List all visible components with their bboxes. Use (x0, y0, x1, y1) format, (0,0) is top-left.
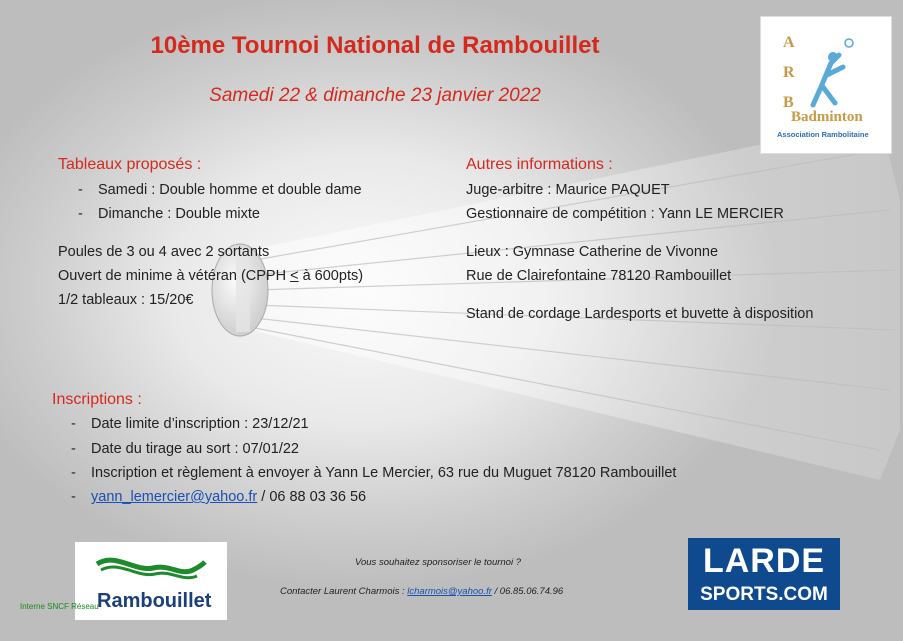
list-item: - Date du tirage au sort : 07/01/22 (71, 441, 299, 457)
list-item: - Dimanche : Double mixte (78, 206, 260, 222)
inscriptions-heading: Inscriptions : (52, 391, 142, 408)
list-item: - Date limite d’inscription : 23/12/21 (71, 416, 309, 432)
list-item: - Samedi : Double homme et double dame (78, 182, 362, 198)
list-item: - yann_lemercier@yahoo.fr / 06 88 03 36 56 (71, 489, 367, 505)
page-title: 10ème Tournoi National de Rambouillet (150, 32, 600, 59)
svg-text:R: R (783, 64, 795, 81)
rambouillet-swoosh-icon (75, 542, 227, 592)
email-link[interactable]: yann_lemercier@yahoo.fr (91, 489, 258, 505)
rue-text: Rue de Clairefontaine 78120 Rambouillet (466, 268, 732, 284)
list-item: - Inscription et règlement à envoyer à Yann Le Mercier, 63 rue du Muguet 78120 Rambouillet (71, 465, 677, 481)
stand-text: Stand de cordage Lardesports et buvette à disposition (466, 306, 814, 322)
club-logo-association: Association Rambolitaine (777, 130, 869, 139)
gestionnaire-text: Gestionnaire de compétition : Yann LE MERCIER (466, 206, 784, 222)
poules-text: Poules de 3 ou 4 avec 2 sortants (58, 244, 270, 260)
juge-text: Juge-arbitre : Maurice PAQUET (466, 182, 670, 198)
rambouillet-logo-text: Rambouillet (97, 590, 212, 612)
sponsor-email-link[interactable]: lcharmois@yahoo.fr (407, 586, 492, 597)
larde-logo-bottom: SPORTS.COM (700, 584, 828, 605)
club-logo-badminton: Badminton (791, 109, 863, 125)
watermark-note: Interne SNCF Réseau (20, 602, 99, 611)
svg-text:B: B (783, 94, 794, 111)
ouvert-text: Ouvert de minime à vétéran (CPPH < à 600pts) (58, 268, 364, 284)
larde-sports-logo (688, 538, 840, 610)
sponsor-line-2: Contacter Laurent Charmois : lcharmois@yahoo.fr / 06.85.06.74.96 (280, 586, 564, 597)
tableaux-heading: Tableaux proposés : (58, 156, 202, 173)
club-logo (760, 16, 892, 154)
autres-heading: Autres informations : (466, 156, 613, 173)
page-subtitle: Samedi 22 & dimanche 23 janvier 2022 (209, 85, 541, 106)
sponsor-line-1: Vous souhaitez sponsoriser le tournoi ? (355, 557, 521, 568)
lieux-text: Lieux : Gymnase Catherine de Vivonne (466, 244, 719, 260)
svg-text:A: A (783, 34, 795, 51)
tarif-text: 1/2 tableaux : 15/20€ (58, 292, 194, 308)
larde-logo-top: LARDE (702, 542, 826, 580)
